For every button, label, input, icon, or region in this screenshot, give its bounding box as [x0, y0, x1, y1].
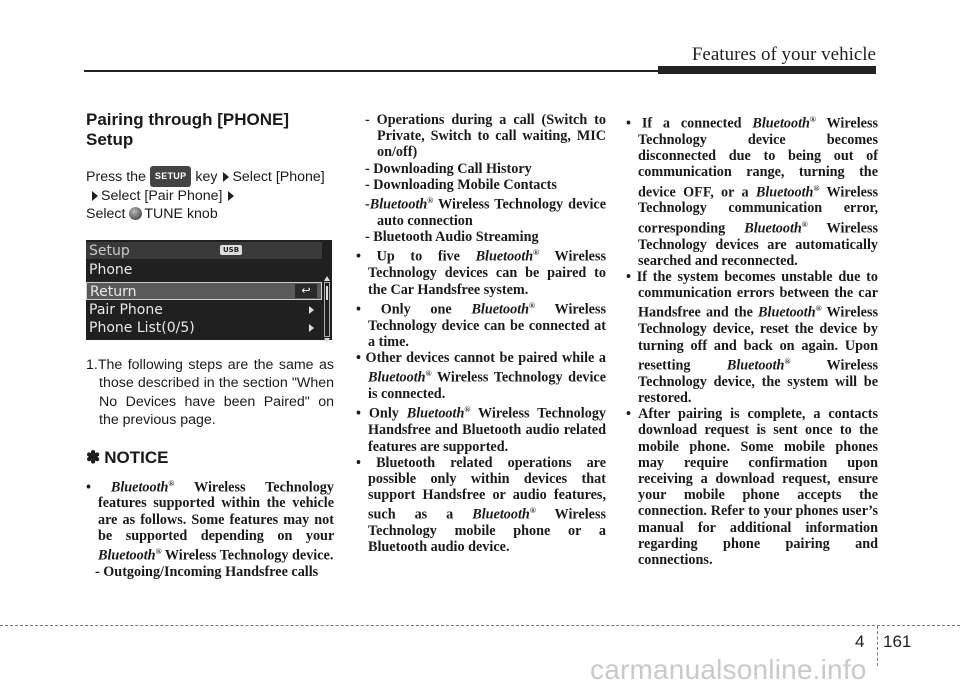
- notice-star-icon: ✽: [86, 447, 101, 467]
- instr-press-the: Press the: [86, 169, 146, 185]
- b3-text-a: Other devices cannot be paired while a: [365, 350, 607, 367]
- scroll-up-icon: [324, 276, 330, 281]
- bullet-mark: •: [86, 479, 91, 496]
- instr-key: key: [195, 169, 218, 185]
- b4-text-b: Wireless Technology Handsfree and Bluetooth audio related features are supported.: [368, 406, 607, 455]
- screen-row-phone: [86, 261, 322, 279]
- reg-mark: ®: [809, 115, 816, 124]
- bluetooth-term: Bluetooth: [98, 547, 156, 564]
- arrow-right-icon: [309, 306, 314, 314]
- r1-text-a: If a connected: [641, 115, 742, 132]
- middle-bullet-2: [356, 298, 606, 350]
- scroll-down-icon: [324, 338, 330, 343]
- reg-mark: ®: [425, 369, 432, 379]
- bluetooth-term: Bluetooth: [369, 196, 428, 213]
- b4-text-a: Only: [368, 406, 399, 423]
- b3-text-b: Wireless Technology device is connected.: [368, 369, 606, 403]
- bullet-mark: •: [626, 406, 631, 423]
- return-icon: ↩: [295, 284, 317, 298]
- screen-row-label: Phone: [89, 261, 133, 278]
- screen-row-return[interactable]: [86, 282, 322, 300]
- bullet-mark: •: [356, 350, 361, 367]
- bluetooth-term: Bluetooth: [752, 115, 810, 132]
- reg-mark: ®: [815, 304, 822, 314]
- reg-mark: ®: [529, 300, 536, 310]
- b5-text-b: Wireless Technology mobile phone or a Bluetooth audio device.: [368, 507, 607, 556]
- reg-mark: ®: [784, 356, 791, 366]
- middle-column: [356, 112, 606, 556]
- bullet-mark: •: [356, 301, 361, 318]
- right-column: [626, 112, 878, 568]
- notice-heading: [86, 448, 334, 468]
- section-title-line2: Setup: [86, 130, 134, 149]
- notice-sub-2: - Operations during a call (Switch to Private, Switch to call waiting, MIC on/off): [365, 112, 606, 161]
- bluetooth-term: Bluetooth: [472, 507, 530, 524]
- dash: -: [365, 196, 370, 213]
- instr-tune-knob: TUNE knob: [144, 206, 218, 222]
- left-column: [86, 110, 334, 580]
- bluetooth-term: Bluetooth: [368, 369, 426, 386]
- usb-badge: USB: [220, 245, 242, 255]
- arrow-right-icon: [228, 191, 234, 201]
- bullet-mark: •: [626, 115, 631, 132]
- notice-b1-text-2: Wireless Technology device.: [164, 547, 334, 564]
- screen-header-label: Setup: [89, 242, 130, 259]
- reg-mark: ®: [155, 547, 162, 557]
- notice-title: NOTICE: [104, 447, 169, 467]
- reg-mark: ®: [801, 219, 808, 229]
- r2-text-a: If the system becomes unstable due to communication errors between the car Handsfree and the: [636, 269, 879, 322]
- setup-key-badge: SETUP: [150, 166, 192, 187]
- right-bullet-2: [626, 269, 878, 406]
- instruction-paragraph: [86, 166, 334, 224]
- bluetooth-term: Bluetooth: [406, 406, 465, 423]
- r2-text-c: Wireless Technology device, the system will be restored.: [638, 357, 879, 406]
- middle-bullet-4: [356, 402, 606, 454]
- screen-row-label: Pair Phone: [89, 301, 163, 318]
- b1-text-a: Up to five: [376, 249, 460, 266]
- b2-text-a: Only one: [380, 301, 452, 318]
- middle-bullet-3: [356, 350, 606, 402]
- reg-mark: ®: [427, 196, 434, 206]
- notice-sub-4: - Downloading Mobile Contacts: [365, 176, 557, 193]
- middle-bullet-5: [356, 455, 606, 556]
- reg-mark: ®: [533, 248, 540, 258]
- setup-phone-screen: [86, 240, 332, 340]
- header-bar: [658, 66, 876, 74]
- r2-text-b: Wireless Technology device, reset the device by turning off and back on again. Upon resetting: [638, 305, 878, 374]
- screen-row-label: Return: [90, 283, 137, 300]
- reg-mark: ®: [168, 478, 175, 488]
- bullet-mark: •: [626, 269, 631, 286]
- screen-row-label: Phone List(0/5): [89, 319, 195, 336]
- arrow-right-icon: [223, 172, 229, 182]
- footer-divider: [877, 626, 878, 666]
- section-title: [86, 110, 334, 150]
- chapter-number: 4: [855, 632, 865, 651]
- bluetooth-term: Bluetooth: [471, 301, 530, 318]
- sub5-text: Wireless Technology device auto connection: [377, 196, 606, 229]
- bluetooth-term: Bluetooth: [755, 184, 814, 201]
- b2-text-b: Wireless Technology device can be connected at a time.: [368, 301, 607, 350]
- page-number: 161: [883, 632, 912, 651]
- r1-text-c: Wireless Technology communication error, corresponding: [638, 184, 878, 237]
- screen-row-pair-phone[interactable]: [86, 301, 322, 319]
- middle-bullet-1: [356, 245, 606, 297]
- watermark: carmanualsonline.info: [590, 654, 867, 685]
- r1-text-b: Wireless Technology device becomes disconnected due to being out of communication range, turning the device OFF, or a: [638, 115, 878, 201]
- notice-sub-5: [356, 193, 606, 229]
- reg-mark: ®: [464, 405, 471, 415]
- bluetooth-term: Bluetooth: [744, 220, 802, 237]
- instr-select3: Select: [86, 206, 126, 222]
- bluetooth-term: Bluetooth: [475, 249, 534, 266]
- scroll-thumb: [326, 286, 328, 300]
- b5-text-a: Bluetooth related operations are possible only within devices that support Handsfree or audio features, such as a: [368, 454, 606, 524]
- bluetooth-term: Bluetooth: [758, 305, 816, 322]
- arrow-right-icon: [309, 324, 314, 332]
- r3-text: After pairing is complete, a contacts download request is sent once to the mobile phone. Some mobile phones may require confirmation upon receiving a download request, ensure your mobile phone accepts the connection. Refer to your phones user’s manual for additional information regarding phone pairing and connections.: [638, 406, 878, 568]
- bullet-mark: •: [356, 406, 361, 423]
- bullet-mark: •: [356, 454, 361, 471]
- header-title: Features of your vehicle: [691, 44, 876, 65]
- reg-mark: ®: [813, 183, 820, 193]
- instr-select1: Select: [232, 169, 272, 185]
- notice-sub-3: - Downloading Call History: [365, 160, 532, 177]
- instr-phone: [Phone]: [275, 169, 325, 185]
- section-title-line1: Pairing through [PHONE]: [86, 110, 290, 129]
- b1-text-b: Wireless Technology devices can be paired to the Car Handsfree system.: [368, 249, 607, 298]
- right-bullet-1: [626, 112, 878, 269]
- bullet-mark: •: [356, 249, 361, 266]
- reg-mark: ®: [529, 506, 536, 516]
- screen-row-phone-list[interactable]: [86, 319, 322, 337]
- notice-sub-1: - Outgoing/Incoming Handsfree calls: [95, 563, 319, 580]
- bluetooth-term: Bluetooth: [110, 479, 169, 496]
- notice-bullet-1: [86, 476, 334, 564]
- r1-text-d: Wireless Technology devices are automatically searched and reconnected.: [638, 220, 879, 269]
- tune-knob-icon: [129, 207, 142, 220]
- notice-b1-text: Wireless Technology features supported within the vehicle are as follows. Some features may not be supported depending on your: [98, 479, 334, 544]
- bluetooth-term: Bluetooth: [726, 357, 785, 374]
- right-bullet-3: [626, 406, 878, 568]
- notice-sub-6: - Bluetooth Audio Streaming: [365, 229, 539, 246]
- instr-select2: Select [Pair Phone]: [101, 187, 223, 204]
- arrow-right-icon: [92, 191, 98, 201]
- screen-header: [86, 242, 322, 259]
- footer-rule: [0, 625, 960, 626]
- step-1: 1.The following steps are the same as those described in the section "When No Devices have been Paired" on the previous page.: [86, 356, 334, 428]
- screen-scrollbar: [324, 282, 330, 337]
